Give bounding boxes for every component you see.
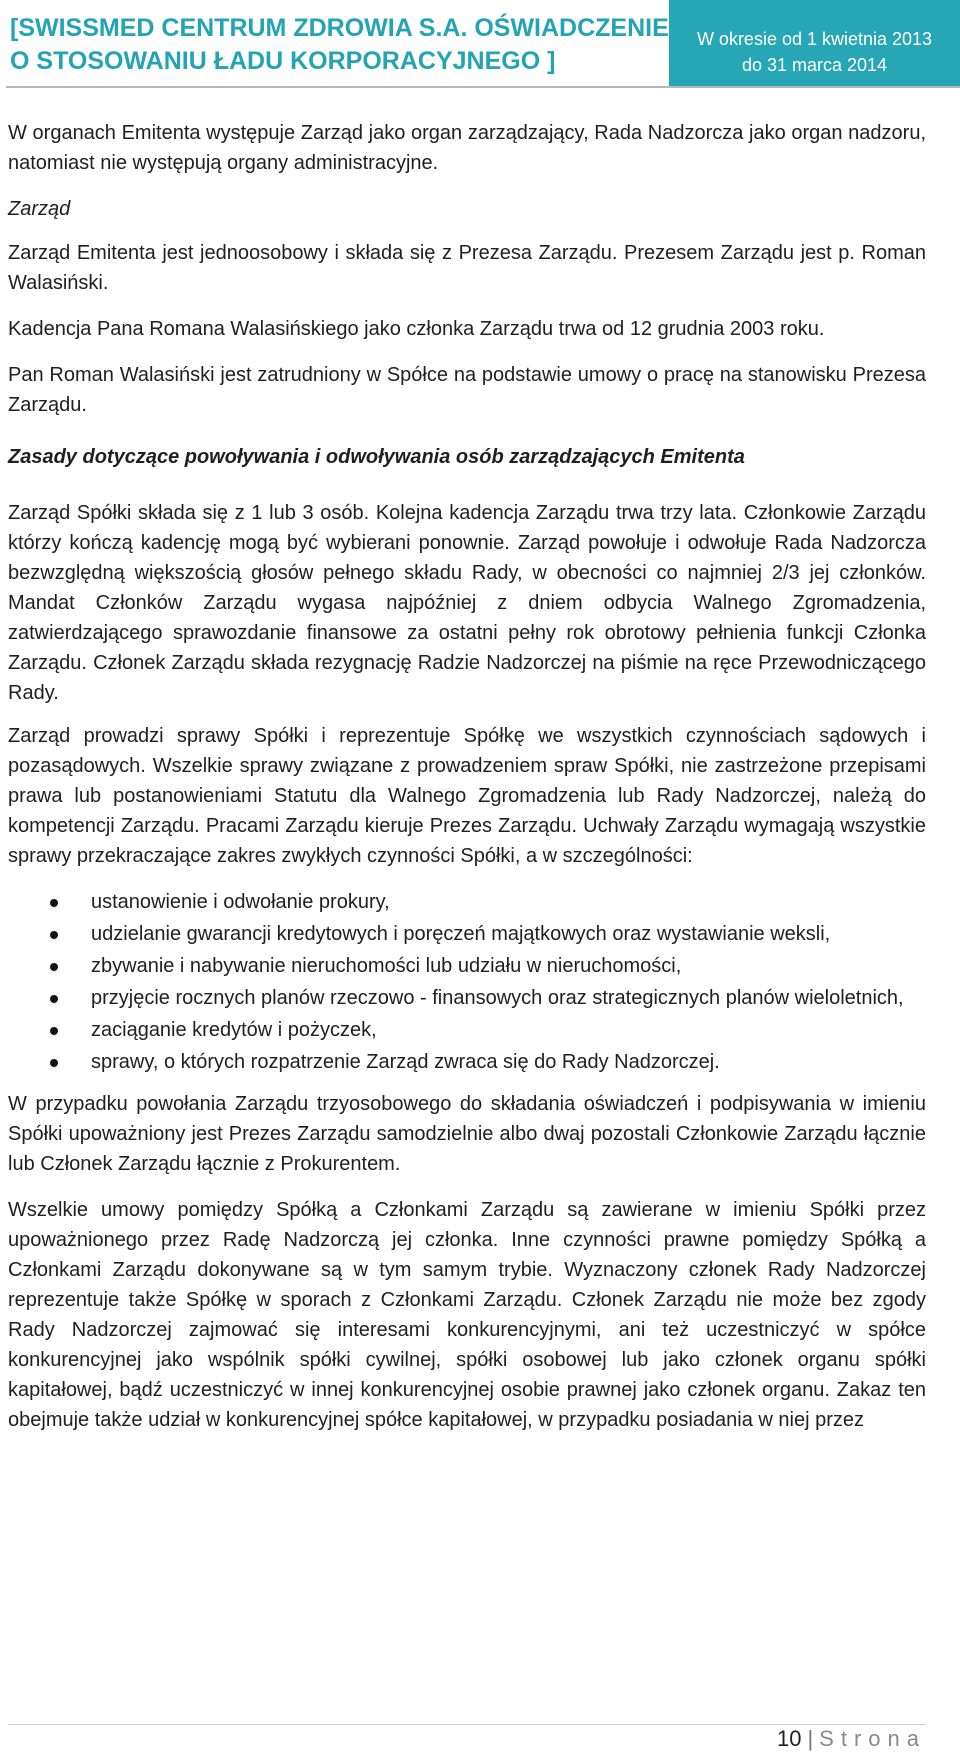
title-bracket-close: ] bbox=[547, 47, 556, 75]
list-item bbox=[8, 983, 926, 1013]
paragraph-zasady-composition: Zarząd Spółki składa się z 1 lub 3 osób. Kolejna kadencja Zarządu trwa trzy lata. Członkowie Zarządu którzy kończą kadencję mogą być wybierani ponownie. Zarząd powołuje i odwołuje Rada Nadzorcza bezwzględną większością głosów pełnego składu Rady, w obecności co najmniej 2/3 jej członków. Mandat Członków Zarządu wygasa najpóźniej z dniem odbycia Walnego Zgromadzenia, zatwierdzającego sprawozdanie finansowe za ostatni pełny rok obrotowy pełnienia funkcji Członka Zarządu. Członek Zarządu składa rezygnację Radzie Nadzorczej na piśmie na ręce Przewodniczącego Rady. bbox=[8, 502, 926, 704]
paragraph-zarzad-term: Kadencja Pana Romana Walasińskiego jako członka Zarządu trwa od 12 grudnia 2003 roku. bbox=[8, 318, 825, 340]
bullet-icon bbox=[50, 899, 58, 907]
page-footer bbox=[777, 1726, 926, 1752]
page-number: 10 bbox=[776, 1726, 802, 1751]
title-bracket-open: [ bbox=[10, 14, 19, 42]
bullet-icon bbox=[50, 963, 58, 971]
period-line-1: W okresie od 1 kwietnia 2013 bbox=[696, 29, 933, 49]
paragraph-representation: W przypadku powołania Zarządu trzyosobowego do składania oświadczeń i podpisywania w imieniu Spółki upoważniony jest Prezes Zarządu samodzielnie albo dwaj pozostali Członkowie Zarządu łącznie lub Członek Zarządu łącznie z Prokurentem. bbox=[8, 1093, 926, 1175]
paragraph-contracts: Wszelkie umowy pomiędzy Spółką a Członkami Zarządu są zawierane w imieniu Spółki przez upoważnionego przez Radę Nadzorczą jej członka. Inne czynności prawne pomiędzy Spółką a Członkami Zarządu dokonywane są w tym samym trybie. Wyznaczony członek Rady Nadzorczej reprezentuje także Spółkę w sporach z Członkami Zarządu. Członek Zarządu nie może bez zgody Rady Nadzorczej zajmować się interesami konkurencyjnymi, ani też uczestniczyć w spółce konkurencyjnej jako wspólnik spółki cywilnej, spółki osobowej lub jako członek organu spółki kapitałowej, bądź uczestniczyć w innej konkurencyjnej osobie prawnej jako członek organu. Zakaz ten obejmuje także udział w konkurencyjnej spółce kapitałowej, w przypadku posiadania w niej przez bbox=[8, 1199, 926, 1431]
paragraph-zasady-powers: Zarząd prowadzi sprawy Spółki i reprezentuje Spółkę we wszystkich czynnościach sądowych i pozasądowych. Wszelkie sprawy związane z prowadzeniem spraw Spółki, nie zastrzeżone przepisami prawa lub postanowieniami Statutu dla Walnego Zgromadzenia lub Rady Nadzorczej, należą do kompetencji Zarządu. Pracami Zarządu kieruje Prezes Zarządu. Uchwały Zarządu wymagają wszystkie sprawy przekraczające zakres zwykłych czynności Spółki, a w szczególności: bbox=[8, 725, 926, 867]
paragraph-zarzad-composition: Zarząd Emitenta jest jednoosobowy i składa się z Prezesa Zarządu. Prezesem Zarządu jest p. Roman Walasiński. bbox=[8, 242, 926, 294]
document-body bbox=[8, 118, 926, 1435]
paragraph-zarzad-employment: Pan Roman Walasiński jest zatrudniony w Spółce na podstawie umowy o pracę na stanowisku Prezesa Zarządu. bbox=[8, 364, 926, 416]
list-item bbox=[8, 919, 926, 949]
bullet-icon bbox=[50, 1059, 58, 1067]
bullet-icon bbox=[50, 995, 58, 1003]
list-item-text: sprawy, o których rozpatrzenie Zarząd zwraca się do Rady Nadzorczej. bbox=[91, 1051, 720, 1073]
bullet-icon bbox=[50, 1027, 58, 1035]
bullet-icon bbox=[50, 931, 58, 939]
header-divider bbox=[6, 86, 960, 88]
document-title bbox=[10, 12, 670, 78]
page-header bbox=[0, 0, 960, 88]
list-item-text: zbywanie i nabywanie nieruchomości lub udziału w nieruchomości, bbox=[91, 955, 682, 977]
document-title-text: SWISSMED CENTRUM ZDROWIA S.A. OŚWIADCZENIE O STOSOWANIU ŁADU KORPORACYJNEGO bbox=[10, 14, 669, 75]
list-item bbox=[8, 951, 926, 981]
list-item bbox=[8, 1015, 926, 1045]
resolution-matters-list bbox=[8, 887, 926, 1077]
page-label: Strona bbox=[819, 1726, 926, 1751]
list-item bbox=[8, 1047, 926, 1077]
section-heading-zarzad: Zarząd bbox=[8, 198, 71, 220]
list-item-text: ustanowienie i odwołanie prokury, bbox=[91, 891, 390, 913]
footer-separator: | bbox=[807, 1726, 814, 1751]
footer-divider bbox=[8, 1724, 926, 1725]
intro-paragraph: W organach Emitenta występuje Zarząd jako organ zarządzający, Rada Nadzorcza jako organ nadzoru, natomiast nie występują organy administracyjne. bbox=[8, 122, 926, 174]
period-band bbox=[669, 0, 960, 88]
section-heading-zasady: Zasady dotyczące powoływania i odwoływania osób zarządzających Emitenta bbox=[8, 446, 745, 468]
period-line-2: do 31 marca 2014 bbox=[741, 55, 888, 75]
list-item bbox=[8, 887, 926, 917]
list-item-text: zaciąganie kredytów i pożyczek, bbox=[91, 1019, 377, 1041]
list-item-text: udzielanie gwarancji kredytowych i poręczeń majątkowych oraz wystawianie weksli, bbox=[91, 923, 831, 945]
list-item-text: przyjęcie rocznych planów rzeczowo - finansowych oraz strategicznych planów wieloletnich, bbox=[91, 987, 904, 1009]
